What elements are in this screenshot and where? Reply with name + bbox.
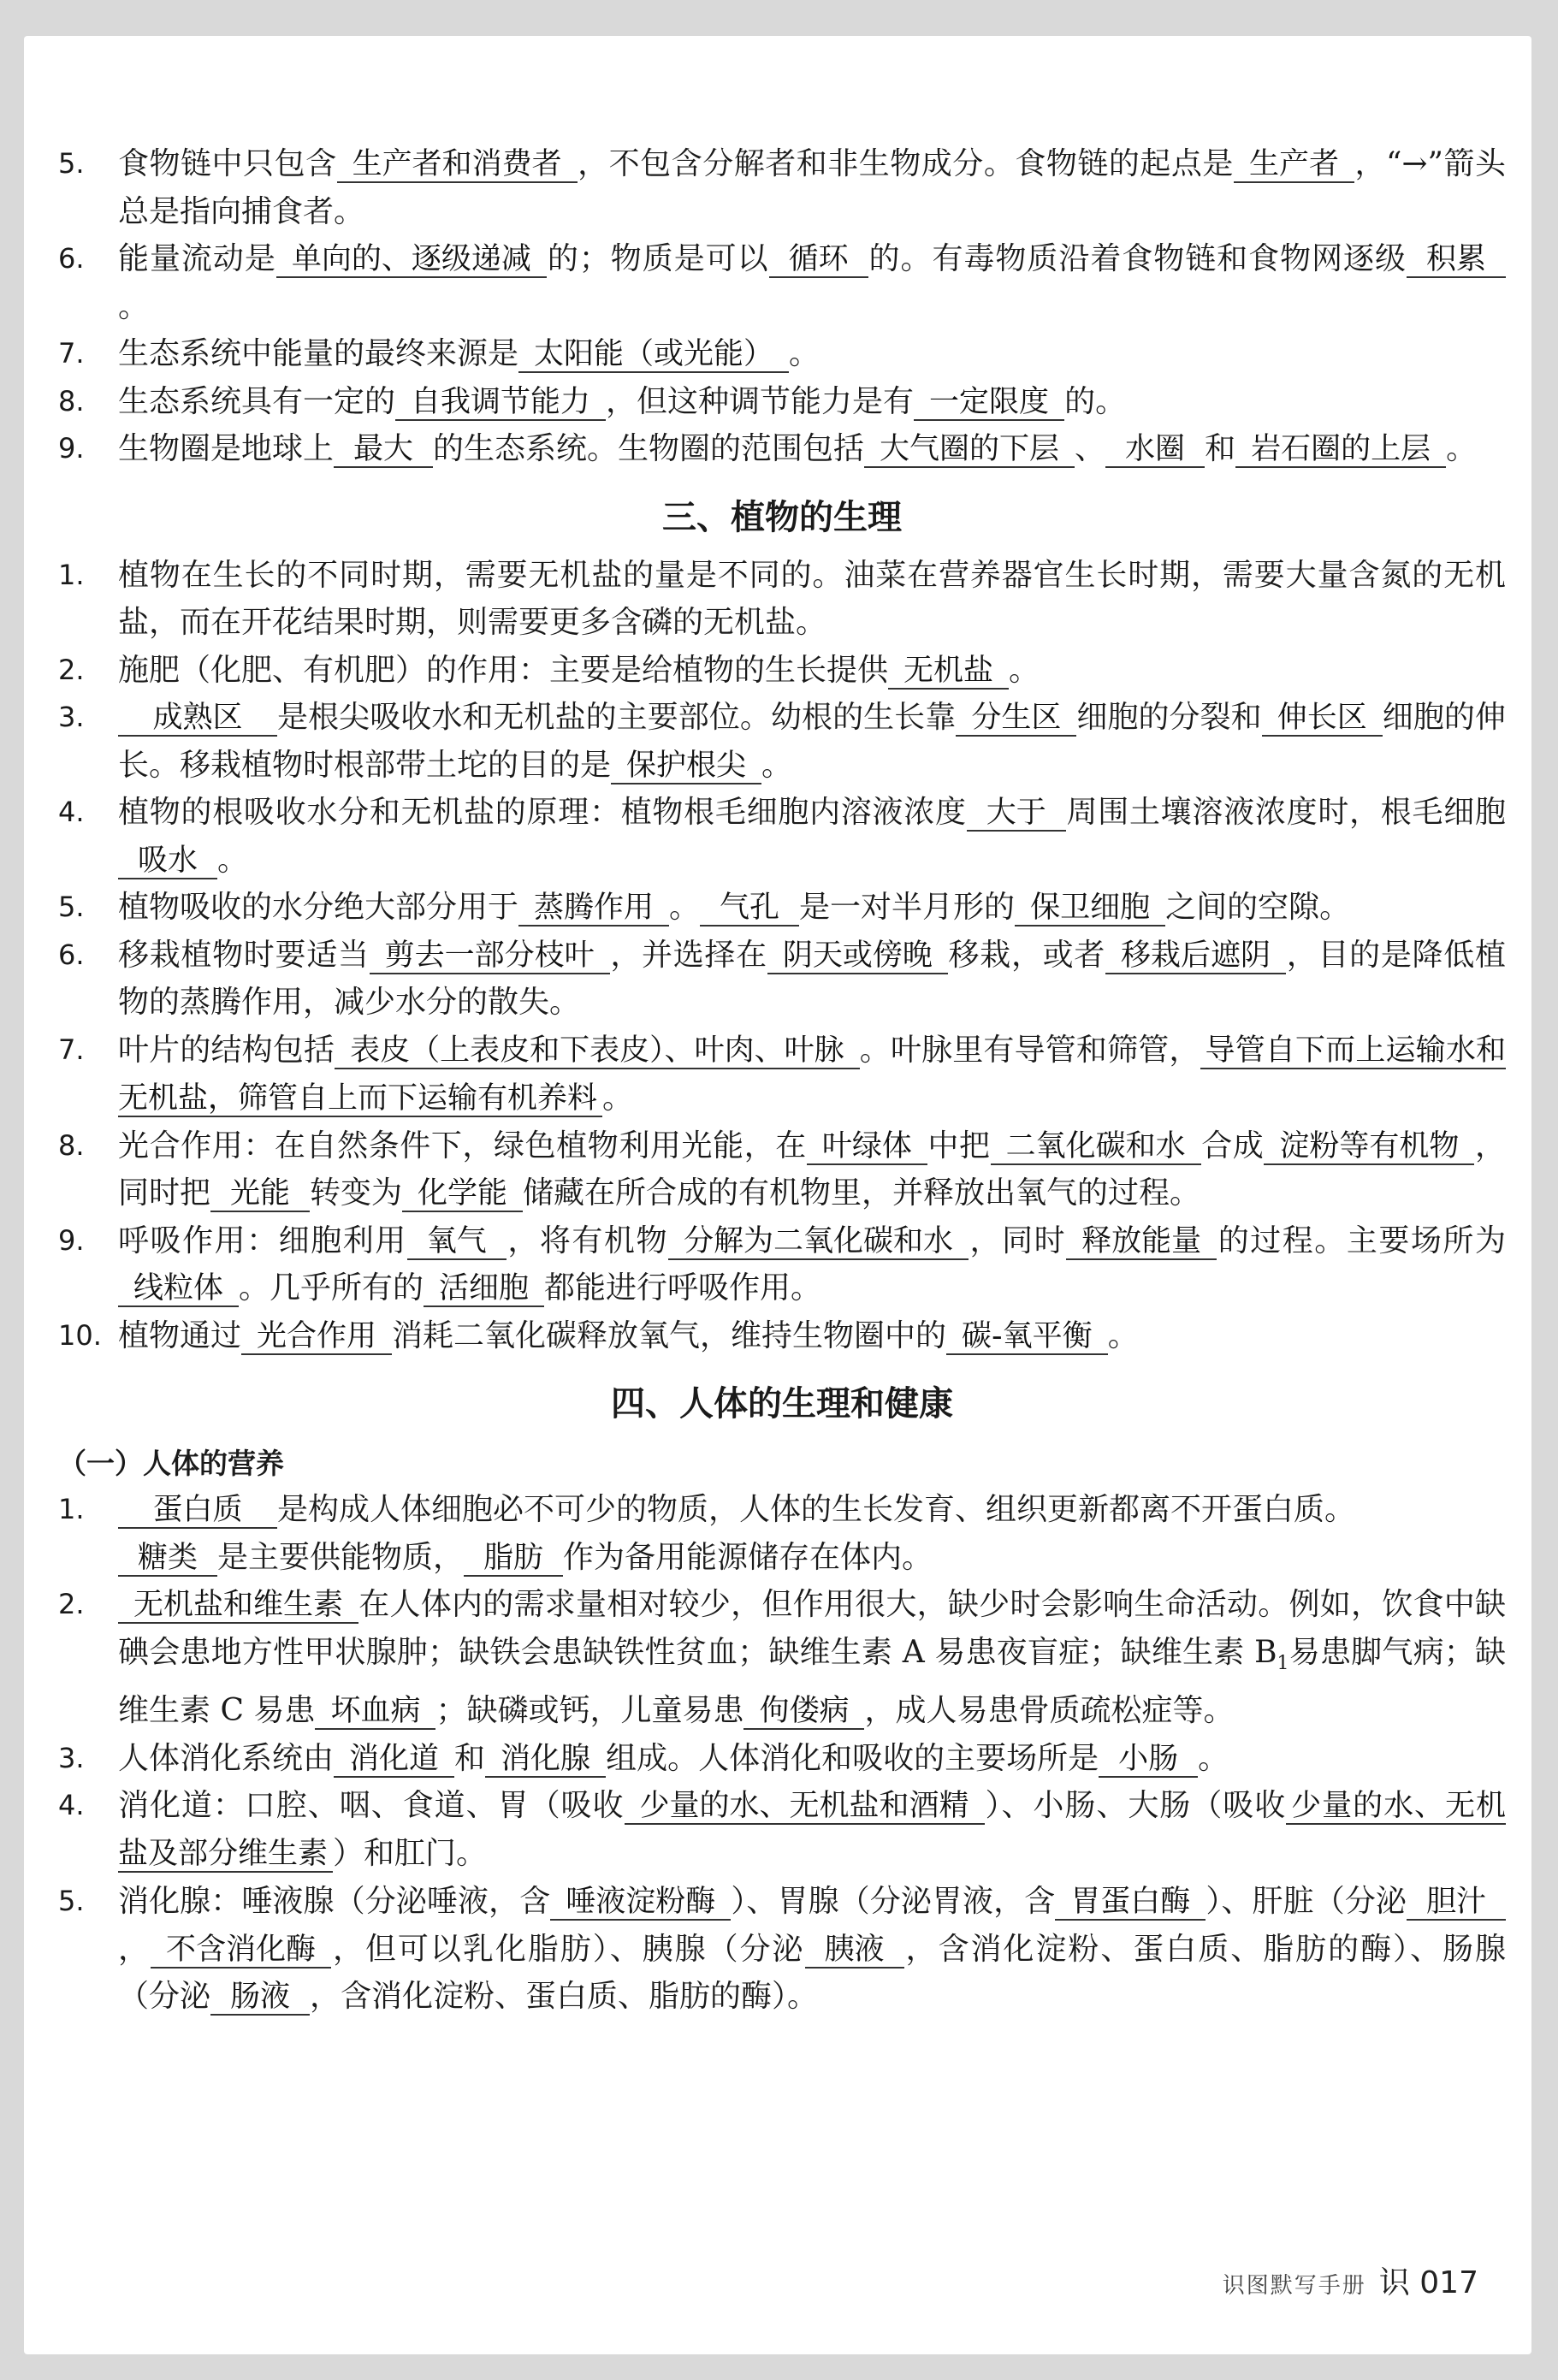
- question-item: [58, 1486, 1506, 1581]
- answer-blank: 大于: [967, 796, 1066, 832]
- answer-blank: 脂肪: [464, 1541, 563, 1577]
- answer-blank: 无机盐和维生素: [118, 1588, 358, 1624]
- question-item: [58, 425, 1506, 473]
- question-text: ，成人易患骨质疏松症等。: [864, 1693, 1235, 1729]
- answer-blank: 小肠: [1099, 1742, 1198, 1778]
- question-number: 4.: [58, 1789, 85, 1822]
- question-text: ，但这种调节能力是有: [606, 383, 915, 419]
- answer-blank: 糖类: [118, 1541, 217, 1577]
- answer-blank: 碳-氧平衡: [946, 1319, 1108, 1355]
- answer-blank: 导管自下而上运输水和无机盐，筛管自上而下运输有机养料: [118, 1033, 1506, 1116]
- question-item: [58, 378, 1506, 426]
- question-text: ）、肝脏（分泌: [1206, 1884, 1407, 1920]
- answer-blank: 移栽后遮阴: [1105, 938, 1286, 974]
- answer-blank: 大气圈的下层: [864, 432, 1075, 468]
- page-number: 识 017: [1378, 2265, 1478, 2300]
- question-item: [58, 932, 1506, 1027]
- answer-blank: 气孔: [700, 891, 799, 927]
- subscript: 1: [1277, 1652, 1289, 1674]
- question-text: 生态系统中能量的最终来源是: [118, 336, 519, 371]
- question-text: 中把: [927, 1128, 991, 1163]
- question-text: 消化腺：唾液腺（分泌唾液，含: [118, 1884, 551, 1920]
- answer-blank: 唾液淀粉酶: [550, 1885, 731, 1921]
- question-text: 消耗二氧化碳释放氧气，维持生物圈中的: [392, 1317, 947, 1353]
- answer-blank: 吸水: [118, 844, 217, 879]
- question-number: 1.: [58, 1493, 85, 1525]
- question-text: 移栽植物时要适当: [118, 937, 370, 973]
- answer-blank: 保护根尖: [611, 749, 761, 784]
- question-text: 叶片的结构包括: [118, 1032, 335, 1068]
- question-text: 食物链中只包含: [118, 146, 337, 181]
- answer-blank: 释放能量: [1066, 1224, 1217, 1260]
- question-text: 。: [118, 288, 150, 324]
- answer-blank: 消化道: [334, 1742, 454, 1778]
- answer-blank: 一定限度: [914, 385, 1064, 421]
- answer-blank: 光能: [210, 1176, 310, 1212]
- question-text: 施肥（化肥、有机肥）的作用：主要是给植物的生长提供: [118, 652, 889, 688]
- answer-blank: 分解为二氧化碳和水: [668, 1224, 969, 1260]
- question-text: 。: [1198, 1740, 1229, 1776]
- question-text: 。: [602, 1080, 634, 1116]
- question-text: 生物圈是地球上: [118, 431, 335, 466]
- question-number: 2.: [58, 653, 85, 686]
- question-text: 人体消化系统由: [118, 1740, 335, 1776]
- question-number: 2.: [58, 1588, 85, 1620]
- question-text: 植物吸收的水分绝大部分用于: [118, 890, 519, 925]
- question-text: 在人体内的需求量相对较少，但作用很大，缺少时会影响生命活动。例如，饮食中缺碘会患地方性甲状腺肿；缺铁会患缺铁性贫血；缺维生素 A 易患夜盲症；缺维生素 B: [118, 1587, 1506, 1670]
- answer-blank: 最大: [334, 432, 433, 468]
- question-item: [58, 884, 1506, 932]
- answer-blank: 循环: [769, 242, 868, 278]
- answer-blank: 少量的水、无机盐和酒精: [625, 1789, 985, 1825]
- answer-blank: 坏血病: [315, 1694, 435, 1730]
- answer-blank: 保卫细胞: [1015, 891, 1165, 927]
- answer-blank: 蛋白质: [118, 1493, 277, 1529]
- question-text: 是根尖吸收水和无机盐的主要部位。幼根的生长靠: [277, 700, 957, 735]
- answer-blank: 二氧化碳和水: [991, 1129, 1201, 1165]
- question-text: 能量流动是: [118, 241, 276, 276]
- answer-blank: 光合作用: [241, 1319, 392, 1355]
- answer-blank: 不含消化酶: [151, 1933, 331, 1969]
- question-text: 生态系统具有一定的: [118, 383, 396, 419]
- question-number: 6.: [58, 242, 85, 275]
- answer-blank: 单向的、逐级递减: [276, 242, 547, 278]
- question-item: [58, 1735, 1506, 1783]
- question-text: 。: [1446, 431, 1478, 466]
- question-text: 。: [669, 890, 701, 925]
- question-text: 植物在生长的不同时期，需要无机盐的量是不同的。油菜在营养器官生长时期，需要大量含氮的无机盐，而在开花结果时期，则需要更多含磷的无机盐。: [118, 557, 1506, 640]
- answer-blank: 水圈: [1105, 432, 1205, 468]
- question-number: 9.: [58, 1223, 85, 1257]
- question-item: [58, 694, 1506, 789]
- answer-blank: 化学能: [402, 1176, 523, 1212]
- answer-blank: 胃蛋白酶: [1055, 1885, 1206, 1921]
- question-item: [58, 1878, 1506, 2021]
- question-text: ，: [118, 1931, 151, 1967]
- answer-blank: 线粒体: [118, 1271, 239, 1307]
- answer-blank: 分生区: [956, 701, 1076, 737]
- question-text: 的生态系统。生物圈的范围包括: [433, 431, 865, 466]
- question-text: ）、小肠、大肠（吸收: [984, 1788, 1287, 1824]
- question-number: 1.: [58, 558, 85, 591]
- question-text: ，不包含分解者和非生物成分。食物链的起点是: [577, 146, 1234, 181]
- question-text: ，目的是降低植物的蒸腾作用，减少水分的散失。: [118, 937, 1506, 1020]
- question-number: 4.: [58, 796, 85, 828]
- question-item: [58, 235, 1506, 330]
- answer-blank: 氧气: [407, 1224, 506, 1260]
- answer-blank: 伸长区: [1262, 701, 1383, 737]
- question-number: 7.: [58, 337, 85, 370]
- question-text: ，含消化淀粉、蛋白质、脂肪的酶）、肠腺（分泌: [118, 1931, 1506, 2015]
- question-item: [58, 330, 1506, 378]
- question-text: 易患脚气病；缺维生素 C 易患: [118, 1634, 1506, 1729]
- question-text: 的。: [1064, 383, 1127, 419]
- section-title-plant-physiology: 三、植物的生理: [662, 497, 902, 537]
- question-text: 呼吸作用：细胞利用: [118, 1223, 407, 1258]
- question-text: 的。有毒物质沿着食物链和食物网逐级: [868, 241, 1407, 276]
- question-text: 。: [217, 842, 249, 878]
- question-text: 的；物质是可以: [546, 241, 769, 276]
- answer-blank: 少量的水、无机盐及部分维生素: [118, 1789, 1506, 1872]
- question-text: 和: [1205, 431, 1236, 466]
- question-text: 移栽，或者: [947, 937, 1106, 973]
- page: [24, 36, 1531, 2354]
- answer-blank: 蒸腾作用: [518, 891, 669, 927]
- answer-blank: 积累: [1407, 242, 1506, 278]
- question-text: ，含消化淀粉、蛋白质、脂肪的酶）。: [310, 1979, 819, 2015]
- answer-blank: 生产者和消费者: [337, 147, 578, 183]
- question-text: 植物的根吸收水分和无机盐的原理：植物根毛细胞内溶液浓度: [118, 795, 967, 830]
- answer-blank: 胆汁: [1407, 1885, 1506, 1921]
- subsection-title-nutrition: （一）人体的营养: [58, 1447, 284, 1480]
- question-item: [58, 140, 1506, 235]
- answer-blank: 消化腺: [485, 1742, 606, 1778]
- answer-blank: 无机盐: [888, 654, 1009, 690]
- book-name: 识图默写手册: [1222, 2273, 1366, 2299]
- question-item: [58, 1581, 1506, 1735]
- question-text: 消化道：口腔、咽、食道、胃（吸收: [118, 1788, 625, 1824]
- answer-blank: 胰液: [805, 1933, 904, 1969]
- question-text: 周围土壤溶液浓度时，根毛细胞: [1065, 795, 1506, 830]
- question-text: 。: [789, 336, 820, 371]
- question-text: 。几乎所有的: [239, 1270, 424, 1305]
- question-number: 5.: [58, 1885, 85, 1918]
- question-text: 是一对半月形的: [799, 890, 1016, 925]
- question-number: 5.: [58, 891, 85, 923]
- answer-blank: 活细胞: [424, 1271, 544, 1307]
- question-text: 光合作用：在自然条件下，绿色植物利用光能，在: [118, 1128, 807, 1163]
- question-text: 转变为: [310, 1175, 403, 1211]
- question-text: ，同时把: [118, 1128, 1506, 1211]
- answer-blank: 阴天或傍晚: [767, 938, 948, 974]
- answer-blank: 佝偻病: [743, 1694, 864, 1730]
- question-text: 、: [1075, 431, 1106, 466]
- question-text: 。: [761, 747, 793, 783]
- question-text: 的过程。主要场所为: [1217, 1223, 1506, 1258]
- question-text: 组成。人体消化和吸收的主要场所是: [606, 1740, 1099, 1776]
- question-number: 7.: [58, 1033, 85, 1066]
- question-item: [58, 1027, 1506, 1122]
- question-text: 。叶脉里有导管和筛管，: [859, 1032, 1200, 1068]
- answer-blank: 剪去一部分枝叶: [370, 938, 610, 974]
- question-text: ）和肛门。: [333, 1836, 488, 1872]
- question-text: 储藏在所合成的有机物里，并释放出氧气的过程。: [523, 1175, 1201, 1211]
- question-text: 作为备用能源储存在体内。: [563, 1539, 933, 1575]
- question-text: ，“→”箭头总是指向捕食者。: [118, 146, 1506, 229]
- question-number: 8.: [58, 384, 85, 417]
- question-item: [58, 1312, 1506, 1360]
- answer-blank: 自我调节能力: [395, 385, 606, 421]
- question-number: 6.: [58, 938, 85, 971]
- question-text: 细胞的伸长。移栽植物时根部带土坨的目的是: [118, 700, 1506, 783]
- question-text: 植物通过: [118, 1317, 242, 1353]
- question-text: 是构成人体细胞必不可少的物质，人体的生长发育、组织更新都离不开蛋白质。: [277, 1492, 1356, 1527]
- question-number: 3.: [58, 1741, 85, 1774]
- question-text: ，将有机物: [506, 1223, 668, 1258]
- ecosystem-items: [58, 140, 1506, 473]
- answer-blank: 表皮（上表皮和下表皮）、叶肉、叶脉: [335, 1033, 860, 1069]
- question-item: [58, 552, 1506, 647]
- question-text: 是主要供能物质，: [217, 1539, 465, 1575]
- question-item: [58, 789, 1506, 884]
- nutrition-items: [58, 1486, 1506, 2021]
- answer-blank: 岩石圈的上层: [1235, 432, 1446, 468]
- question-text: 。: [1009, 652, 1040, 688]
- question-item: [58, 1782, 1506, 1878]
- question-number: 10.: [58, 1318, 102, 1352]
- question-number: 3.: [58, 701, 85, 733]
- question-number: 8.: [58, 1128, 85, 1162]
- question-text: 和: [454, 1740, 486, 1776]
- question-text: ，但可以乳化脂肪）、胰腺（分泌: [331, 1931, 805, 1967]
- answer-blank: 淀粉等有机物: [1264, 1129, 1474, 1165]
- question-text: ，同时: [969, 1223, 1067, 1258]
- answer-blank: 肠液: [210, 1980, 310, 2016]
- question-item: [58, 647, 1506, 695]
- question-text: ）、胃腺（分泌胃液，含: [731, 1884, 1056, 1920]
- question-text: ；缺磷或钙，儿童易患: [435, 1693, 744, 1729]
- answer-blank: 太阳能（或光能）: [518, 337, 789, 373]
- section-title-human-physiology: 四、人体的生理和健康: [611, 1384, 953, 1424]
- question-text: 都能进行呼吸作用。: [544, 1270, 822, 1305]
- plant-physiology-items: [58, 552, 1506, 1360]
- question-text: 合成: [1200, 1128, 1265, 1163]
- question-item: [58, 1217, 1506, 1312]
- question-text: 。: [1107, 1317, 1139, 1353]
- question-text: 细胞的分裂和: [1076, 700, 1262, 735]
- question-item: [58, 1122, 1506, 1217]
- question-text: 之间的空隙。: [1165, 890, 1351, 925]
- page-footer: [1223, 2259, 1478, 2302]
- content: [58, 140, 1506, 2021]
- answer-blank: 叶绿体: [807, 1129, 927, 1165]
- question-number: 9.: [58, 432, 85, 465]
- answer-blank: 生产者: [1234, 147, 1354, 183]
- answer-blank: 成熟区: [118, 701, 277, 737]
- question-number: 5.: [58, 147, 85, 180]
- question-text: ，并选择在: [609, 937, 767, 973]
